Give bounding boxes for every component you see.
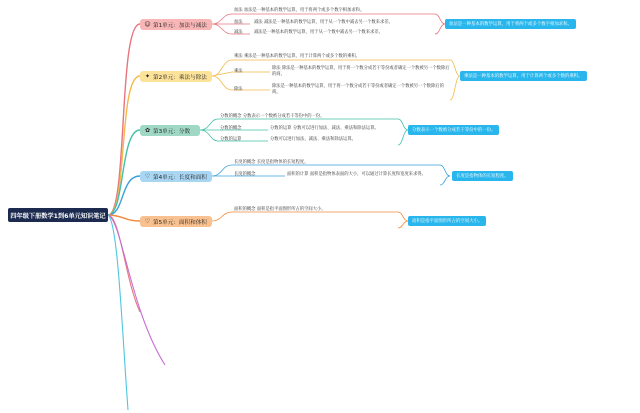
- unit-3-topic-0-text: 分数的概念 分数表示一个数被分成若干等份中的一份。: [220, 114, 325, 119]
- unit-2-topic-0-text: 乘法 乘法是一种基本的数学运算，用于计算两个或多个数的乘积。: [234, 54, 360, 59]
- unit-5-node[interactable]: [140, 216, 212, 227]
- unit-3-topic-1-name: 分数的概念: [220, 126, 242, 131]
- unit-2-topic-1-text: 除法 除法是一种基本的数学运算，用于将一个数分成若干等份或者确定一个数被另一个数除后的商。: [272, 66, 450, 77]
- unit-4-topic-1-text: 面积的计算 面积是指物体表面的大小，可以通过计算长度和宽度来求得。: [287, 172, 426, 177]
- unit-1-summary[interactable]: 加法是一种基本的数学运算，用于将两个或多个数字相加求和。: [445, 19, 576, 29]
- unit-2-node[interactable]: [140, 71, 212, 82]
- heart-outline-icon: ♡: [144, 218, 151, 225]
- unit-5-topic-0-text: 面积的概念 面积是指平面图形所占的空间大小。: [234, 207, 326, 212]
- unit-1-topic-0-text: 加法 加法是一种基本的数学运算，用于将两个或多个数字相加求和。: [234, 8, 365, 13]
- unit-2-topic-1-name: 乘法: [234, 69, 243, 74]
- unit-4-topic-1-name: 长度的概念: [234, 172, 256, 177]
- unit-2-topic-2-name: 除法: [234, 87, 243, 92]
- unit-1-label: 第1单元：加法与减法: [153, 22, 207, 29]
- unit-4-topic-0-text: 长度的概念 长度是指物体的长短程度。: [234, 160, 309, 165]
- sparkle-icon: ✦: [144, 73, 151, 80]
- unit-5-summary[interactable]: 面积是指平面图形所占的空间大小。: [408, 216, 486, 226]
- unit-1-topic-2-text: 减法是一种基本的数学运算，用于从一个数中减去另一个数来求差。: [254, 30, 383, 35]
- unit-3-node[interactable]: [140, 125, 200, 136]
- unit-3-topic-2-name: 分数的运算: [220, 137, 242, 142]
- unit-3-topic-1-text: 分数的运算 分数可以进行加法、减法、乘法和除法运算。: [270, 126, 379, 131]
- unit-2-summary[interactable]: 乘法是一种基本的数学运算，用于计算两个或多个数的乘积。: [460, 71, 587, 81]
- heart-icon: ♡: [144, 173, 151, 180]
- smiley-icon: ☺: [144, 21, 151, 28]
- unit-1-node[interactable]: [140, 19, 212, 30]
- unit-4-label: 第4单元：长度和面积: [153, 174, 207, 181]
- unit-1-topic-1-name: 加法: [234, 20, 243, 25]
- flower-icon: ✿: [144, 127, 151, 134]
- unit-4-summary[interactable]: 长度是指物体的长短程度。: [452, 171, 513, 181]
- unit-2-label: 第2单元：乘法与除法: [153, 74, 207, 81]
- unit-1-topic-1-text: 减法 减法是一种基本的数学运算，用于从一个数中减去另一个数来求差。: [254, 20, 393, 25]
- branch-line-extra-3: [108, 215, 128, 410]
- root-topic[interactable]: 四年级下册数学1到6单元知识笔记: [8, 208, 108, 222]
- unit-3-topic-2-text: 分数可以进行加法、减法、乘法和除法运算。: [270, 137, 356, 142]
- unit-4-node[interactable]: [140, 171, 212, 182]
- unit-3-label: 第3单元：分数: [153, 128, 191, 135]
- branch-line-unit-1: [108, 24, 140, 215]
- unit-5-label: 第5单元：面积和体积: [153, 219, 207, 226]
- branch-line-extra-2: [108, 215, 165, 365]
- unit-1-topic-2-name: 减法: [234, 30, 243, 35]
- unit-2-topic-2-text: 除法是一种基本的数学运算，用于将一个数分成若干等份或者确定一个数被另一个数除后的商。: [272, 84, 444, 95]
- unit-3-summary[interactable]: 分数表示一个数被分成若干等份中的一份。: [408, 125, 499, 135]
